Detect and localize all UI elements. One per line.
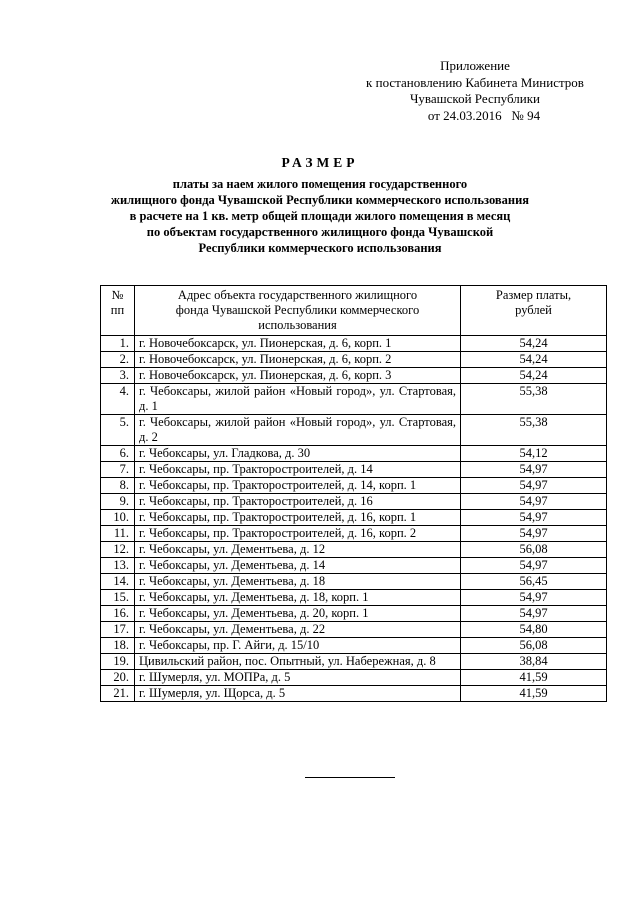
table-row [101, 590, 607, 606]
row-number: 12. [101, 542, 135, 558]
row-address: г. Чебоксары, ул. Дементьева, д. 12 [135, 542, 461, 558]
appendix-line: Чувашской Республики [409, 91, 541, 106]
table-row [101, 478, 607, 494]
row-address: г. Новочебоксарск, ул. Пионерская, д. 6, корп. 1 [135, 336, 461, 352]
table-row [101, 384, 607, 415]
table-row [101, 368, 607, 384]
table-row [101, 670, 607, 686]
document-subtitle [80, 176, 560, 256]
table-row [101, 510, 607, 526]
row-fee: 54,97 [461, 462, 607, 478]
table-row [101, 494, 607, 510]
row-fee: 41,59 [461, 686, 607, 702]
row-address: г. Новочебоксарск, ул. Пионерская, д. 6, корп. 2 [135, 352, 461, 368]
row-address: г. Чебоксары, ул. Дементьева, д. 22 [135, 622, 461, 638]
row-number: 16. [101, 606, 135, 622]
subtitle-line: по объектам государственного жилищного фонда Чувашской [146, 225, 494, 239]
row-fee: 56,08 [461, 638, 607, 654]
row-address: г. Чебоксары, пр. Тракторостроителей, д. 16, корп. 1 [135, 510, 461, 526]
row-fee: 54,97 [461, 558, 607, 574]
row-fee: 54,97 [461, 510, 607, 526]
table-row [101, 542, 607, 558]
row-fee: 38,84 [461, 654, 607, 670]
table-row [101, 446, 607, 462]
row-address: г. Чебоксары, ул. Дементьева, д. 18 [135, 574, 461, 590]
row-address: г. Чебоксары, жилой район «Новый город», ул. Стартовая, д. 2 [135, 415, 461, 446]
row-address: г. Шумерля, ул. МОПРа, д. 5 [135, 670, 461, 686]
row-number: 9. [101, 494, 135, 510]
row-number: 10. [101, 510, 135, 526]
row-address: г. Чебоксары, пр. Тракторостроителей, д. 16, корп. 2 [135, 526, 461, 542]
row-number: 7. [101, 462, 135, 478]
row-address: г. Чебоксары, пр. Г. Айги, д. 15/10 [135, 638, 461, 654]
row-number: 1. [101, 336, 135, 352]
row-fee: 54,97 [461, 590, 607, 606]
row-fee: 54,97 [461, 494, 607, 510]
row-address: г. Чебоксары, ул. Дементьева, д. 18, корп. 1 [135, 590, 461, 606]
table-header-row [101, 286, 607, 336]
row-address: г. Чебоксары, ул. Дементьева, д. 20, корп. 1 [135, 606, 461, 622]
row-number: 18. [101, 638, 135, 654]
row-fee: 56,08 [461, 542, 607, 558]
row-number: 15. [101, 590, 135, 606]
row-fee: 54,80 [461, 622, 607, 638]
row-address: г. Чебоксары, пр. Тракторостроителей, д. 14 [135, 462, 461, 478]
row-fee: 41,59 [461, 670, 607, 686]
row-fee: 54,97 [461, 526, 607, 542]
table-row [101, 686, 607, 702]
row-number: 17. [101, 622, 135, 638]
row-number: 8. [101, 478, 135, 494]
row-number: 4. [101, 384, 135, 415]
closing-rule [305, 777, 395, 778]
row-address: г. Новочебоксарск, ул. Пионерская, д. 6, корп. 3 [135, 368, 461, 384]
row-fee: 54,97 [461, 606, 607, 622]
row-address: г. Чебоксары, пр. Тракторостроителей, д. 16 [135, 494, 461, 510]
row-fee: 54,12 [461, 446, 607, 462]
subtitle-line: в расчете на 1 кв. метр общей площади жилого помещения в месяц [129, 209, 511, 223]
table-row [101, 462, 607, 478]
row-fee: 54,24 [461, 368, 607, 384]
row-number: 6. [101, 446, 135, 462]
row-number: 20. [101, 670, 135, 686]
table-row [101, 336, 607, 352]
row-address: г. Чебоксары, ул. Гладкова, д. 30 [135, 446, 461, 462]
row-address: г. Чебоксары, пр. Тракторостроителей, д. 14, корп. 1 [135, 478, 461, 494]
row-number: 11. [101, 526, 135, 542]
row-fee: 56,45 [461, 574, 607, 590]
row-address: Цивильский район, пос. Опытный, ул. Набережная, д. 8 [135, 654, 461, 670]
table-row [101, 415, 607, 446]
table-row [101, 622, 607, 638]
appendix-line: Приложение [440, 58, 510, 73]
row-fee: 54,97 [461, 478, 607, 494]
table-row [101, 526, 607, 542]
row-address: г. Шумерля, ул. Щорса, д. 5 [135, 686, 461, 702]
header-address: Адрес объекта государственного жилищного фонда Чувашской Республики коммерческого использования [135, 286, 461, 336]
row-number: 13. [101, 558, 135, 574]
row-fee: 55,38 [461, 384, 607, 415]
table-row [101, 574, 607, 590]
subtitle-line: Республики коммерческого использования [198, 241, 442, 255]
row-number: 21. [101, 686, 135, 702]
row-fee: 54,24 [461, 336, 607, 352]
document-title: РАЗМЕР [281, 155, 359, 170]
row-number: 2. [101, 352, 135, 368]
appendix-date-line: от 24.03.2016 № 94 [427, 107, 541, 123]
header-num: № пп [101, 286, 135, 336]
header-fee: Размер платы, рублей [461, 286, 607, 336]
appendix-line: к постановлению Кабинета Министров [366, 74, 584, 90]
table-row [101, 606, 607, 622]
table-row [101, 352, 607, 368]
row-number: 14. [101, 574, 135, 590]
row-fee: 54,24 [461, 352, 607, 368]
row-number: 3. [101, 368, 135, 384]
row-fee: 55,38 [461, 415, 607, 446]
row-address: г. Чебоксары, ул. Дементьева, д. 14 [135, 558, 461, 574]
table-body [101, 336, 607, 702]
subtitle-line: жилищного фонда Чувашской Республики коммерческого использования [110, 193, 530, 207]
row-number: 5. [101, 415, 135, 446]
row-address: г. Чебоксары, жилой район «Новый город», ул. Стартовая, д. 1 [135, 384, 461, 415]
row-number: 19. [101, 654, 135, 670]
table-row [101, 638, 607, 654]
appendix-block [330, 58, 620, 124]
fee-table [100, 285, 607, 702]
subtitle-line: платы за наем жилого помещения государственного [172, 177, 468, 191]
table-row [101, 558, 607, 574]
table-row [101, 654, 607, 670]
